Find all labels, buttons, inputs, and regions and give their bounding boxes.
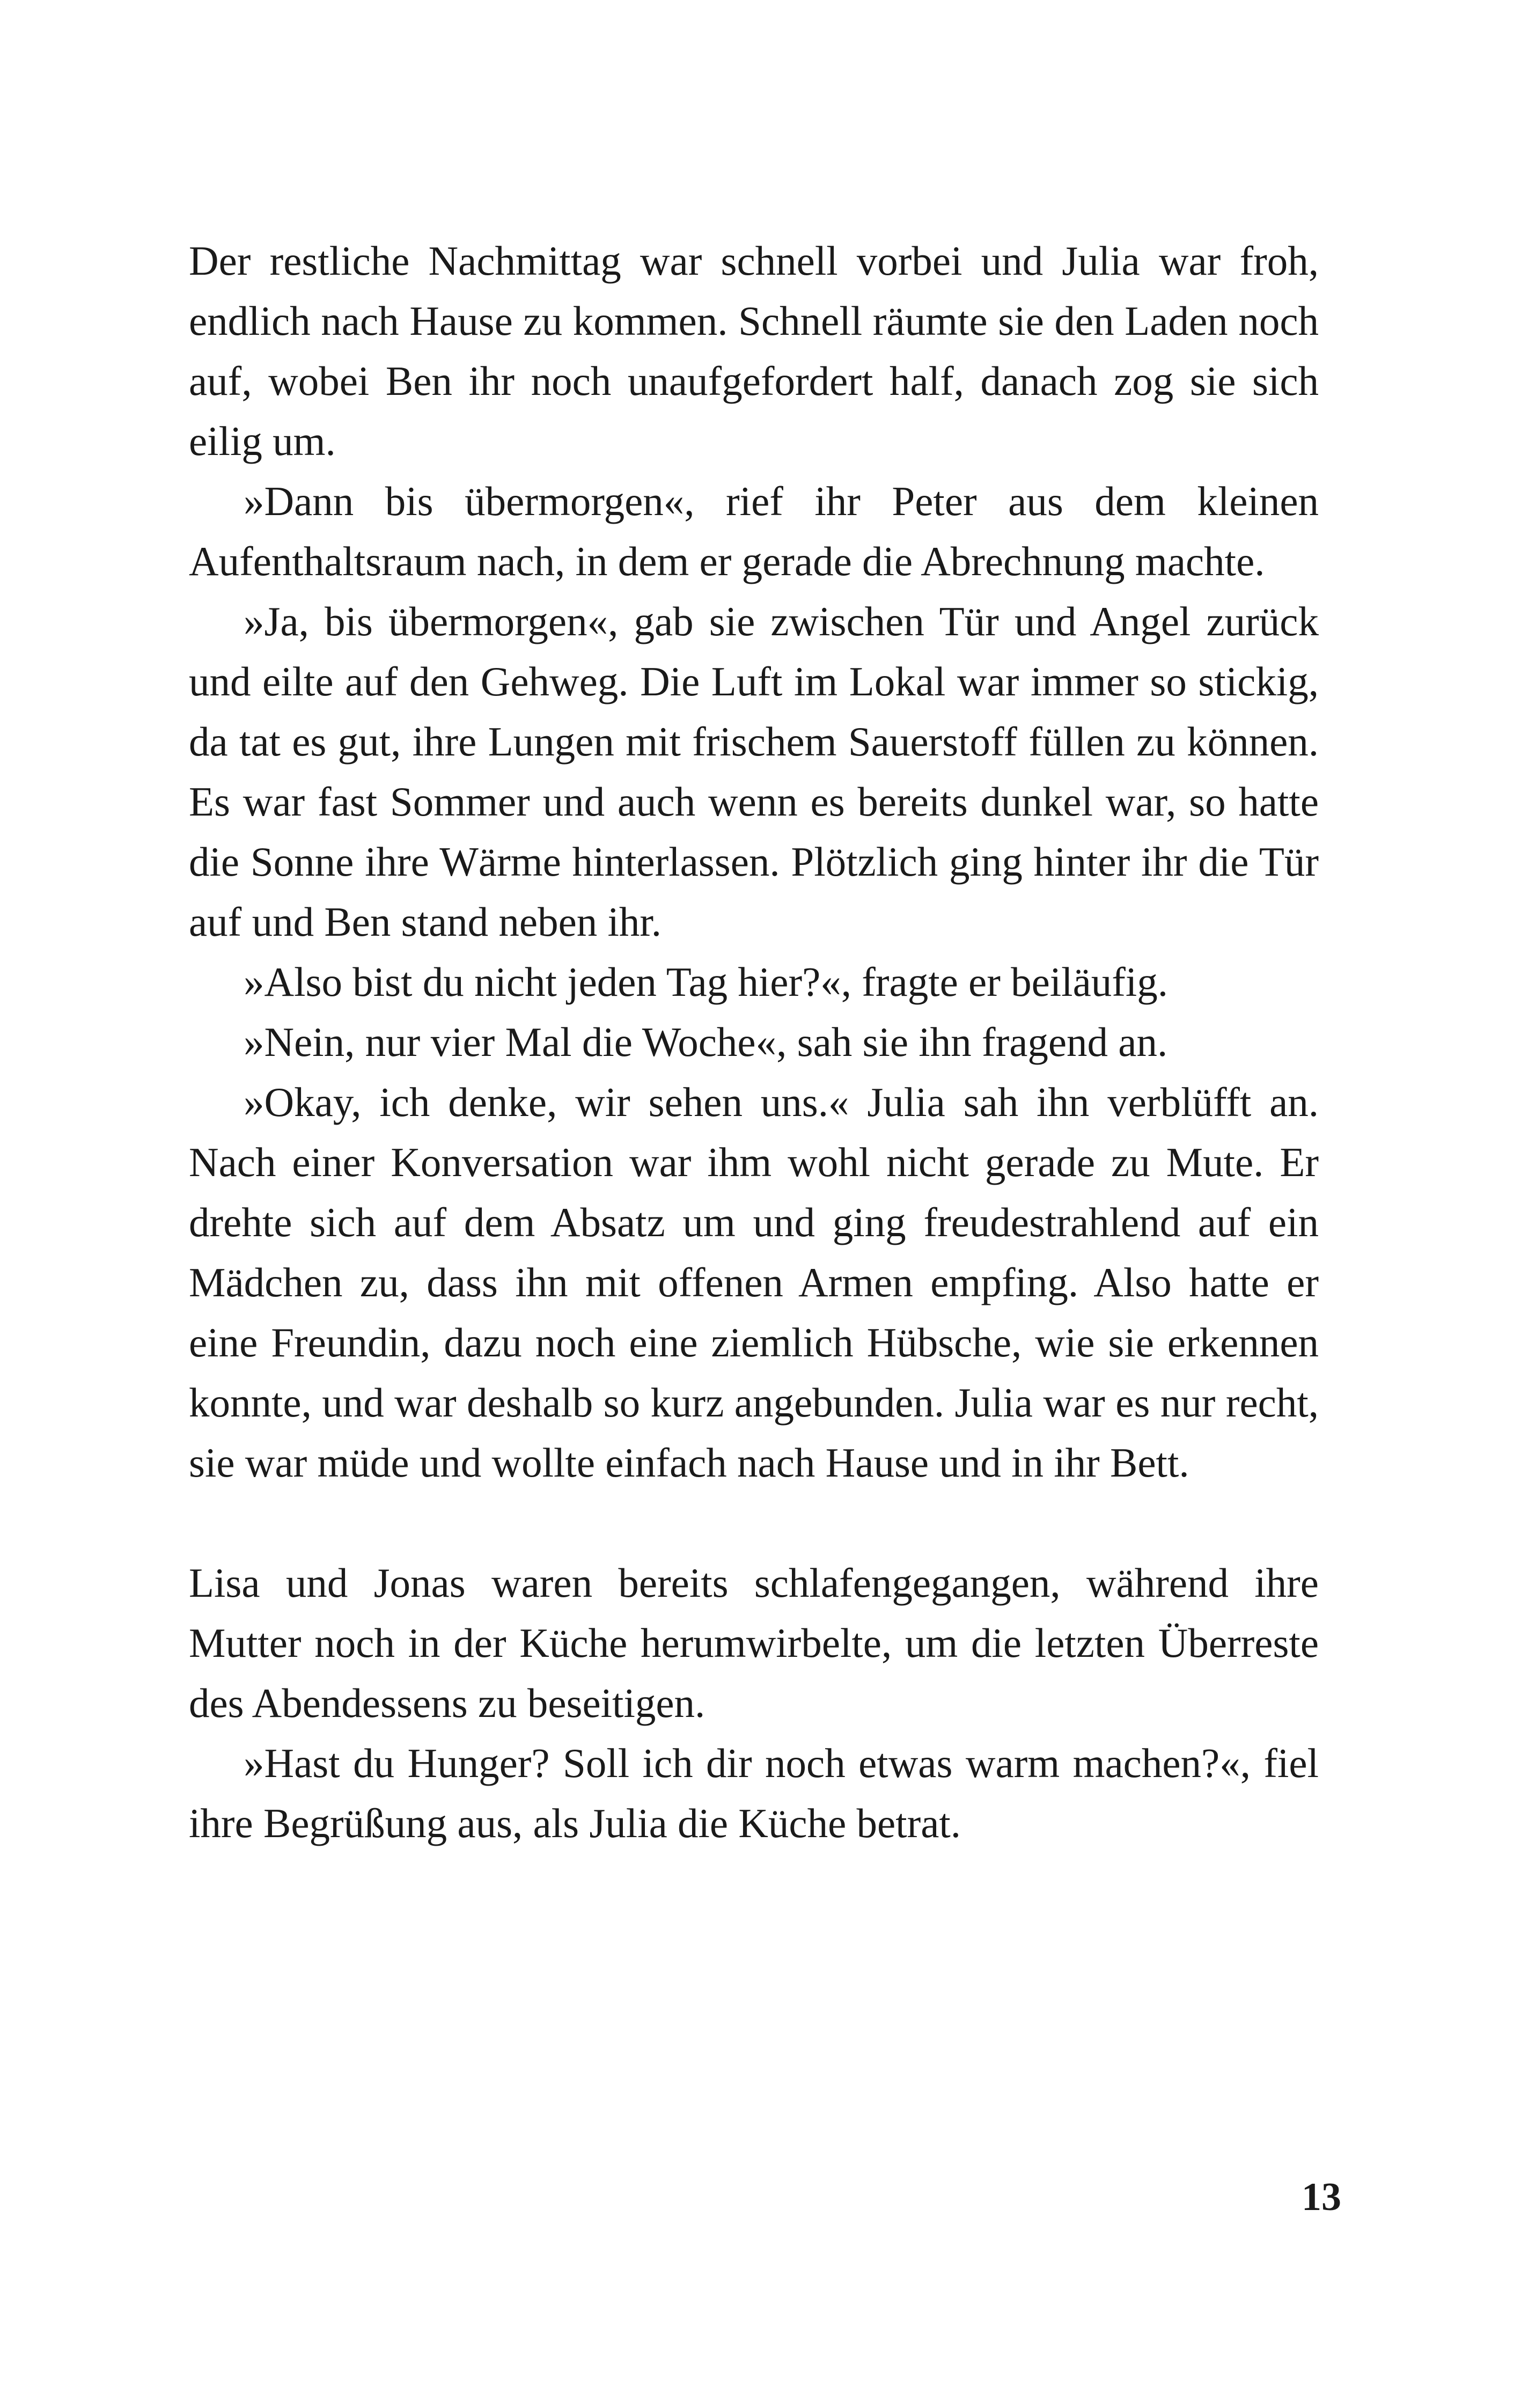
page-body [189,231,1319,1853]
page-number: 13 [1302,2175,1341,2219]
section-break [189,1493,1319,1553]
paragraph: »Nein, nur vier Mal die Woche«, sah sie ihn fragend an. [244,1019,1168,1065]
paragraph: »Also bist du nicht jeden Tag hier?«, fragte er beiläufig. [244,959,1169,1005]
paragraph: Der restliche Nachmittag war schnell vorbei und Julia war froh, endlich nach Hause zu kommen. Schnell räumte sie den Laden noch auf, wobei Ben ihr noch unaufgefordert half, danach zog sie sich eilig um. [189,238,1319,464]
paragraph: Lisa und Jonas waren bereits schlafengegangen, während ihre Mutter noch in der Küche herumwirbelte, um die letzten Überreste des Abendessens zu beseitigen. [189,1560,1319,1726]
paragraph: »Hast du Hunger? Soll ich dir noch etwas warm machen?«, fiel ihre Begrüßung aus, als Julia die Küche betrat. [189,1740,1319,1846]
paragraph: »Okay, ich denke, wir sehen uns.« Julia sah ihn verblüfft an. Nach einer Konversation war ihm wohl nicht gerade zu Mute. Er drehte sich auf dem Absatz um und ging freudestrahlend auf ein Mädchen zu, dass ihn mit offenen Armen empfing. Also hatte er eine Freundin, dazu noch eine ziemlich Hübsche, wie sie erkennen konnte, und war deshalb so kurz angebunden. Julia war es nur recht, sie war müde und wollte einfach nach Hause und in ihr Bett. [189,1079,1319,1486]
paragraph: »Dann bis übermorgen«, rief ihr Peter aus dem kleinen Aufenthaltsraum nach, in dem er gerade die Abrechnung machte. [189,478,1319,584]
paragraph: »Ja, bis übermorgen«, gab sie zwischen Tür und Angel zurück und eilte auf den Gehweg. Die Luft im Lokal war immer so stickig, da tat es gut, ihre Lungen mit frischem Sauerstoff füllen zu können. Es war fast Sommer und auch wenn es bereits dunkel war, so hatte die Sonne ihre Wärme hinterlassen. Plötzlich ging hinter ihr die Tür auf und Ben stand neben ihr. [189,598,1319,945]
